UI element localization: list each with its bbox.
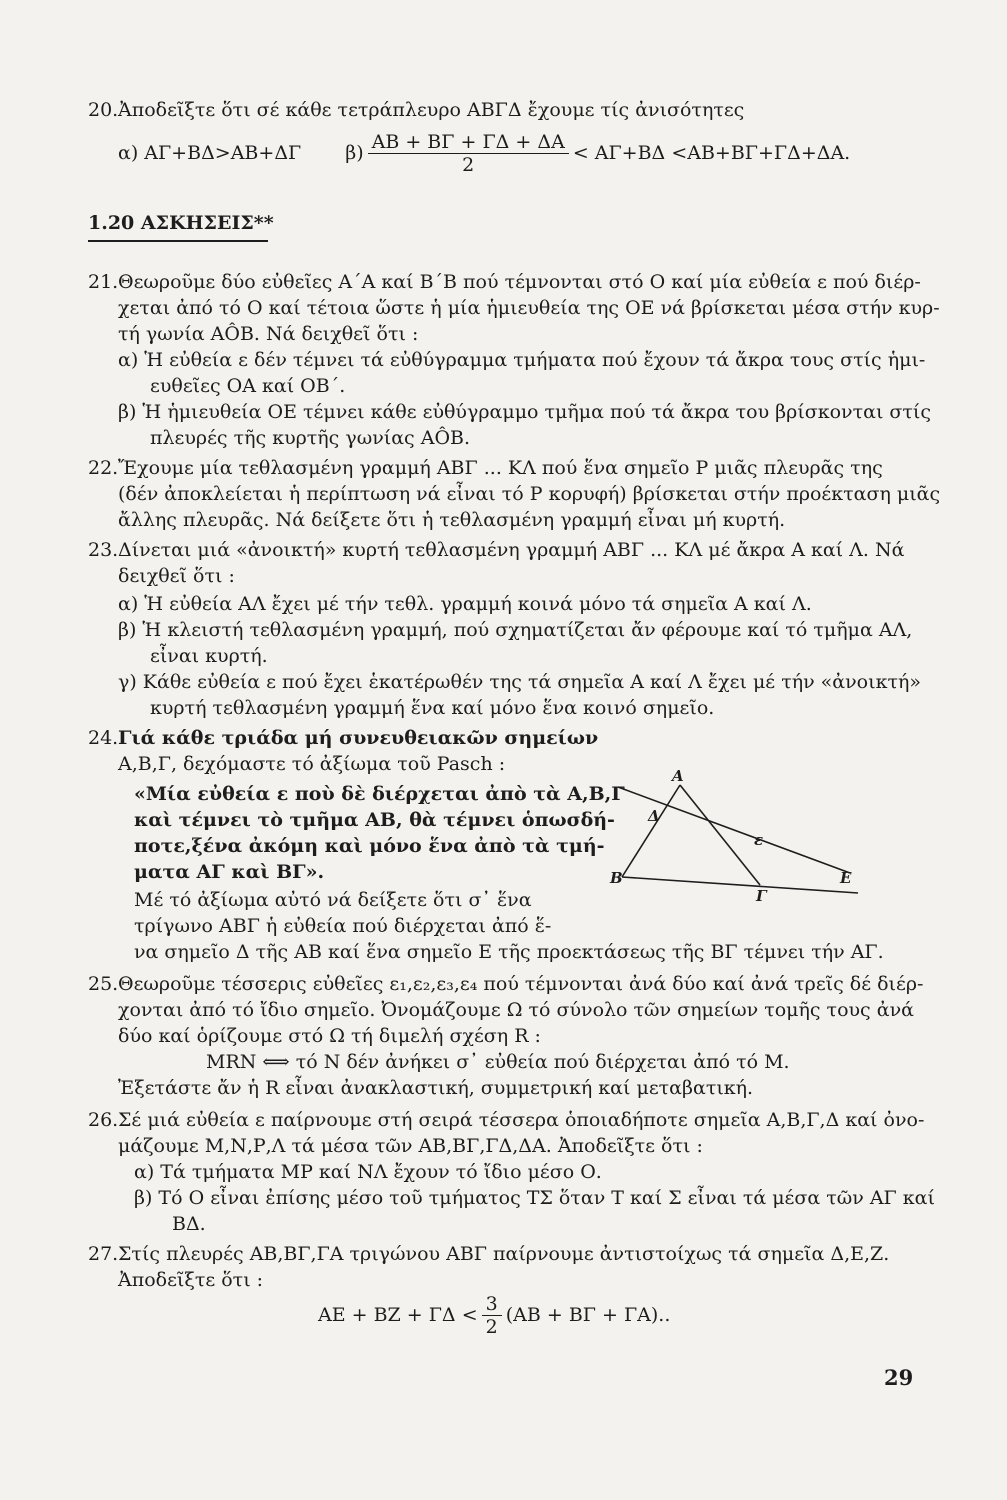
text-line: δειχθεῖ ὅτι : (118, 565, 235, 587)
exercise-21: 21.Θεωροῦμε δύο εὐθεῖες Α΄Α καί Β΄Β πού τέμνονται στό Ο καί μία εὐθεία ε πού διέρ- (88, 271, 921, 293)
text-line: ἄλλης πλευρᾶς. Νά δείξετε ὅτι ἡ τεθλασμένη γραμμή εἶναι μή κυρτή. (118, 509, 786, 531)
label-d: Δ (648, 807, 660, 825)
text-line: χεται ἀπό τό Ο καί τέτοια ὥστε ἡ μία ἡμιευθεία της ΟΕ νά βρίσκεται μέσα στήν κυρ- (118, 297, 940, 319)
label-e-line: ε (754, 831, 764, 849)
line-e (618, 787, 850, 873)
text-line: τή γωνία ΑÔΒ. Νά δειχθεῖ ὅτι : (118, 323, 419, 345)
section-heading: 1.20 ΑΣΚΗΣΕΙΣ** (88, 212, 274, 234)
text-line: Μέ τό ἀξίωμα αὐτό νά δείξετε ὅτι σ᾿ ἕνα (134, 889, 532, 911)
part-a: α) Τά τμήματα ΜΡ καί ΝΛ ἔχουν τό ἴδιο μέσο Ο. (134, 1161, 602, 1183)
pasch-triangle-figure (600, 765, 870, 905)
text-line: να σημεῖο Δ τῆς ΑΒ καί ἕνα σημεῖο Ε τῆς προεκτάσεως τῆς ΒΓ τέμνει τήν ΑΓ. (134, 941, 884, 963)
part-c: γ) Κάθε εὐθεία ε πού ἔχει ἑκατέρωθέν της τά σημεῖα Α καί Λ ἔχει μέ τήν «ἀνοικτή» (118, 671, 921, 693)
text-line: εἶναι κυρτή. (150, 645, 268, 667)
exercise-20-inequalities (118, 128, 850, 178)
exercise-22: 22.Ἔχουμε μία τεθλασμένη γραμμή ΑΒΓ ... ΚΛ πού ἕνα σημεῖο Ρ μιᾶς πλευρᾶς της (88, 457, 883, 479)
axiom-quote: «Μία εὐθεία ε ποὺ δὲ διέρχεται ἀπὸ τὰ Α,Β,Γ (134, 783, 625, 805)
axiom-quote: ματα ΑΓ καὶ ΒΓ». (134, 861, 325, 883)
label-e-point: Ε (840, 869, 852, 887)
text-line: ΒΔ. (172, 1213, 206, 1235)
axiom-quote: ποτε,ξένα ἀκόμη καὶ μόνο ἕνα ἀπὸ τὰ τμή- (134, 835, 605, 857)
exercise-number: 20. (88, 99, 119, 121)
exercise-27-formula: ΑΕ + ΒΖ + ΓΔ < $\frac{3}{2}$ (ΑΒ + ΒΓ + ΓΑ).. (318, 1292, 671, 1338)
label-a: Α (672, 767, 684, 785)
part-b-label: β) (345, 142, 364, 164)
relation-definition: MRN ⟺ τό N δέν ἀνήκει σ᾿ εὐθεία πού διέρχεται ἀπό τό M. (206, 1051, 790, 1073)
exercise-23: 23.Δίνεται μιά «ἀνοικτή» κυρτή τεθλασμένη γραμμή ΑΒΓ ... ΚΛ μέ ἄκρα Α καί Λ. Νά (88, 539, 905, 561)
text-line: Ἀποδεῖξτε ὅτι : (118, 1269, 264, 1291)
exercise-20-intro: 20.Ἀποδεῖξτε ὅτι σέ κάθε τετράπλευρο ΑΒΓΔ ἔχουμε τίς ἀνισότητες (88, 99, 745, 121)
label-b: Β (610, 869, 623, 887)
part-b: β) Τό Ο εἶναι ἐπίσης μέσο τοῦ τμήματος ΤΣ ὅταν Τ καί Σ εἶναι τά μέσα τῶν ΑΓ καί (134, 1187, 935, 1209)
text-line: Ἐξετάστε ἄν ἡ R εἶναι ἀνακλαστική, συμμετρική καί μεταβατική. (118, 1077, 754, 1099)
part-a: α) Ἡ εὐθεία ΑΛ ἔχει μέ τήν τεθλ. γραμμή κοινά μόνο τά σημεῖα Α καί Λ. (118, 593, 812, 615)
text-line: κυρτή τεθλασμένη γραμμή ἕνα καί μόνο ἕνα κοινό σημεῖο. (150, 697, 715, 719)
line-bg-extension (622, 877, 858, 893)
part-b: β) Ἡ ἡμιευθεία ΟΕ τέμνει κάθε εὐθύγραμμο τμῆμα πού τά ἄκρα του βρίσκονται στίς (118, 401, 932, 423)
text-line: (δέν ἀποκλείεται ἡ περίπτωση νά εἶναι τό Ρ κορυφή) βρίσκεται στήν προέκταση μιᾶς (118, 483, 941, 505)
fraction: $\frac{AB + B\Gamma + \Gamma\Delta + \Delta A}{2}$ (368, 131, 569, 176)
axiom-quote: καὶ τέμνει τὸ τμῆμα ΑΒ, θὰ τέμνει ὁπωσδή- (134, 809, 615, 831)
label-g: Γ (756, 887, 767, 905)
exercise-24: 24.Γιά κάθε τριάδα μή συνευθειακῶν σημείων (88, 727, 599, 749)
page-number: 29 (884, 1365, 914, 1390)
exercise-26: 26.Σέ μιά εὐθεία ε παίρνουμε στή σειρά τέσσερα ὁποιαδήποτε σημεῖα Α,Β,Γ,Δ καί ὀνο- (88, 1109, 925, 1131)
text-line: χονται ἀπό τό ἴδιο σημεῖο. Ὀνομάζουμε Ω τό σύνολο τῶν σημείων τομῆς τους ἀνά (118, 999, 914, 1021)
text-line: τρίγωνο ΑΒΓ ἡ εὐθεία πού διέρχεται ἀπό ἕ- (134, 915, 552, 937)
text-line: Α,Β,Γ, δεχόμαστε τό ἀξίωμα τοῦ Pasch : (118, 753, 506, 775)
exercise-25: 25.Θεωροῦμε τέσσερις εὐθεῖες ε₁,ε₂,ε₃,ε₄ πού τέμνονται ἀνά δύο καί ἀνά τρεῖς δέ διέρ- (88, 973, 924, 995)
part-b: β) Ἡ κλειστή τεθλασμένη γραμμή, πού σχηματίζεται ἄν φέρουμε καί τό τμῆμα ΑΛ, (118, 619, 913, 641)
text-line: δύο καί ὁρίζουμε στό Ω τή διμελή σχέση R : (118, 1025, 541, 1047)
heading-underline (88, 240, 268, 242)
part-b-rest: < ΑΓ+ΒΔ <ΑΒ+ΒΓ+ΓΔ+ΔΑ. (572, 142, 851, 164)
part-a: α) Ἡ εὐθεία ε δέν τέμνει τά εὐθύγραμμα τμήματα πού ἔχουν τά ἄκρα τους στίς ἡμι- (118, 349, 926, 371)
text-line: μάζουμε Μ,Ν,Ρ,Λ τά μέσα τῶν ΑΒ,ΒΓ,ΓΔ,ΔΑ. Ἀποδεῖξτε ὅτι : (118, 1135, 703, 1157)
fraction: $\frac{3}{2}$ (482, 1293, 502, 1338)
part-a: α) ΑΓ+ΒΔ>ΑΒ+ΔΓ (118, 142, 302, 164)
text-line: ευθεῖες ΟΑ καί ΟΒ΄. (150, 375, 346, 397)
text-line: πλευρές τῆς κυρτῆς γωνίας ΑÔΒ. (150, 427, 471, 449)
exercise-27: 27.Στίς πλευρές ΑΒ,ΒΓ,ΓΑ τριγώνου ΑΒΓ παίρνουμε ἀντιστοίχως τά σημεῖα Δ,Ε,Ζ. (88, 1243, 890, 1265)
